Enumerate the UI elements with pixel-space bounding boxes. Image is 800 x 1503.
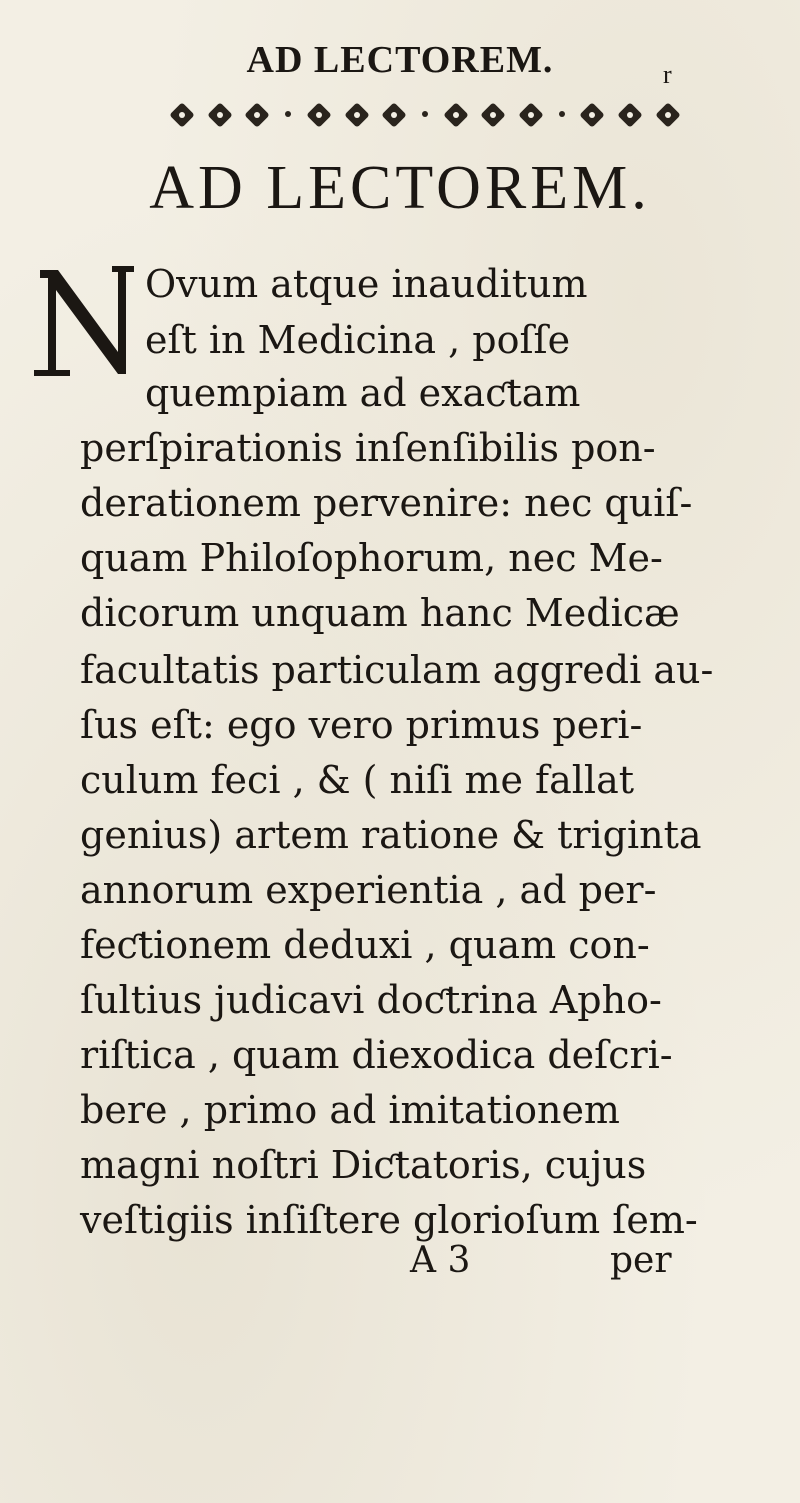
ornament-icon bbox=[245, 102, 269, 128]
drop-cap-n-icon bbox=[30, 262, 140, 382]
ornament-icon bbox=[208, 102, 232, 128]
text-line: culum feci , & ( niſi me fallat bbox=[80, 758, 635, 802]
catchword: per bbox=[610, 1240, 672, 1281]
running-head: AD LECTOREM. bbox=[246, 39, 554, 81]
ornament-icon bbox=[481, 102, 505, 128]
ornament-icon bbox=[580, 102, 604, 128]
text-line: ſus eſt: ego vero primus peri- bbox=[80, 703, 643, 747]
page-title: AD LECTOREM. bbox=[149, 154, 651, 222]
ornament-icon bbox=[345, 102, 369, 128]
text-line: quam Philoſophorum, nec Me- bbox=[80, 536, 663, 580]
text-line: riſtica , quam diexodica deſcri- bbox=[80, 1033, 673, 1077]
text-line: derationem pervenire: nec quiſ- bbox=[80, 481, 693, 525]
ornament-dot-icon bbox=[420, 102, 430, 128]
text-line: facultatis particulam aggredi au- bbox=[80, 648, 714, 692]
text-line: perſpirationis inſenſibilis pon- bbox=[80, 426, 656, 470]
ornament-icon bbox=[618, 102, 642, 128]
text-line: magni noſtri Diƈtatoris, cujus bbox=[80, 1143, 647, 1187]
text-line: bere , primo ad imitationem bbox=[80, 1088, 620, 1132]
drop-cap bbox=[30, 262, 140, 382]
ornament-icon bbox=[444, 102, 468, 128]
ornament-dot-icon bbox=[283, 102, 293, 128]
text-line: feƈtionem deduxi , quam con- bbox=[80, 923, 650, 967]
text-line: annorum experientia , ad per- bbox=[80, 868, 657, 912]
signature-mark: r bbox=[663, 60, 672, 89]
text-line: eſt in Medicina , poſſe bbox=[145, 318, 571, 362]
text-line: quempiam ad exaƈtam bbox=[145, 371, 581, 415]
ornament-icon bbox=[519, 102, 543, 128]
text-line: ſultius judicavi doƈtrina Apho- bbox=[80, 978, 662, 1022]
ornament-icon bbox=[307, 102, 331, 128]
text-line: dicorum unquam hanc Medicæ bbox=[80, 591, 680, 635]
text-line: Ovum atque inauditum bbox=[145, 262, 588, 306]
signature-footer: A 3 bbox=[410, 1240, 471, 1281]
text-line: veſtigiis inſiſtere glorioſum ſem- bbox=[80, 1198, 698, 1242]
ornament-dot-icon bbox=[557, 102, 567, 128]
ornament-icon bbox=[656, 102, 680, 128]
ornament-icon bbox=[382, 102, 406, 128]
ornament-icon bbox=[170, 102, 194, 128]
ornament-band bbox=[170, 96, 680, 134]
text-line: genius) artem ratione & triginta bbox=[80, 813, 702, 857]
